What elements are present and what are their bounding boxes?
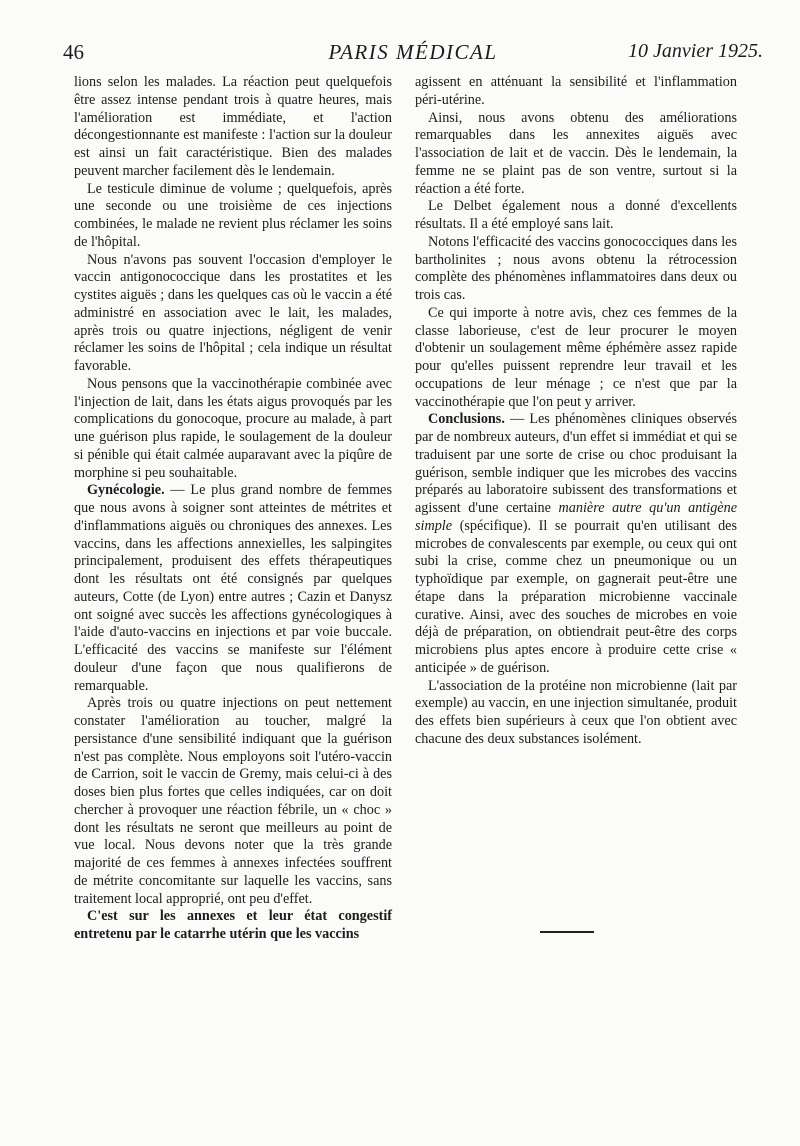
journal-title: PARIS MÉDICAL bbox=[328, 40, 498, 64]
paragraph: Ce qui importe à notre avis, chez ces femmes de la classe laborieuse, c'est de leur procurer le moyen d'obtenir un soulagement même éphémère assez rapide pour qu'elles puissent reprendre leur travail et les occupations de leur ménage ; ce n'est que par la vaccinothérapie que l'on peut y arriver. bbox=[415, 304, 737, 410]
paragraph: Nous n'avons pas souvent l'occasion d'employer le vaccin antigonococcique dans les prostatites et les cystites aiguës ; dans les quelques cas où le vaccin a été administré en association avec le lait, les malades, après trois ou quatre injections, négligent de venir réclamer les soins de l'hôpital ; cela indique un résultat favorable. bbox=[74, 251, 392, 374]
paragraph: Le Delbet également nous a donné d'excellents résultats. Il a été employé sans lait. bbox=[415, 198, 737, 232]
section-heading-conclusions: Conclusions. bbox=[428, 411, 505, 428]
paragraph-conclusions bbox=[415, 411, 737, 677]
right-column bbox=[415, 74, 737, 749]
paragraph: Le testicule diminue de volume ; quelquefois, après une seconde ou une troisième de ces injections combinées, le malade ne revient plus réclamer les soins de l'hôpital. bbox=[74, 180, 392, 250]
paragraph: L'association de la protéine non microbienne (lait par exemple) au vaccin, en une injection simultanée, produit des effets bien supérieurs à ceux que l'on obtient avec chacune des deux substances isolément. bbox=[415, 677, 737, 747]
end-rule bbox=[540, 931, 594, 933]
paragraph-text: — Le plus grand nombre de femmes que nous avons à soigner sont atteintes de métrites et d'inflammations aiguës ou chroniques des annexes. Les vaccins, dans les affections annexielles, les salpingites principalement, produisent des effets thérapeutiques dont les résultats ont été consignés par quelques auteurs, Cotte (de Lyon) entre autres ; Cazin et Danysz ont soigné avec succès les affections gynécologiques à l'aide d'auto-vaccins en injections et par voie buccale. L'efficacité des vaccins se manifeste sur l'élément douleur d'une façon que nous qualifierons de remarquable. bbox=[74, 482, 392, 694]
paragraph: Ainsi, nous avons obtenu des améliorations remarquables dans les annexites aiguës avec l'association de lait et de vaccin. Dès le lendemain, la femme ne se plaint pas de son ventre, surtout si la réaction a été forte. bbox=[415, 109, 737, 197]
issue-date: 10 Janvier 1925. bbox=[628, 40, 763, 62]
section-heading-gynecologie: Gynécologie. bbox=[87, 482, 165, 499]
paragraph: C'est sur les annexes et leur état congestif entretenu par le catarrhe utérin que les vaccins bbox=[74, 908, 392, 942]
paragraph: lions selon les malades. La réaction peut quelquefois être assez intense pendant trois à quatre heures, mais l'amélioration est immédiate, et l'action décongestionnante est manifeste : l'action sur la douleur est ainsi un fait caractéristique. Bien des malades peuvent marcher facilement dès le lendemain. bbox=[74, 74, 392, 179]
paragraph-gynecologie bbox=[74, 482, 392, 695]
paragraph: Notons l'efficacité des vaccins gonococciques dans les bartholinites ; nous avons obtenu la rétrocession complète des phénomènes inflammatoires dans deux ou trois cas. bbox=[415, 233, 737, 303]
paragraph-text: (spécifique). Il se pourrait qu'en utilisant des microbes de convalescents par exemple, ou ceux qui ont subi la crise, comme chez un pneumonique ou un typhoïdique par exemple, on gagnerait peut-être une étape dans la préparation microbienne vaccinale curative. Ainsi, avec des souches de microbes en voie déjà de préparation, on obtiendrait peut-être des corps microbiens plus aptes encore à produire cette crise « anticipée » de guérison. bbox=[415, 517, 737, 676]
paragraph: agissent en atténuant la sensibilité et l'inflammation péri-utérine. bbox=[415, 74, 737, 108]
page-header bbox=[63, 40, 763, 70]
paragraph: Nous pensons que la vaccinothérapie combinée avec l'injection de lait, dans les états aigus provoqués par les complications du gonocoque, procure au malade, à part une guérison plus rapide, le soulagement de la douleur si pénible qui était calmée auparavant avec la piqûre de morphine si peu souhaitable. bbox=[74, 375, 392, 481]
page-number: 46 bbox=[63, 40, 84, 64]
left-column bbox=[74, 74, 392, 944]
paragraph-text: — Les phénomènes cliniques observés par de nombreux auteurs, d'un effet si immédiat et qui se traduisent par une sorte de crise ou choc produisant la guérison, semble indiquer que les microbes des vaccins préparés au laboratoire subissent des transformations et agissent d'une certaine bbox=[415, 411, 737, 516]
paragraph: Après trois ou quatre injections on peut nettement constater l'amélioration au toucher, malgré la persistance d'une sensibilité indiquant que la guérison n'est pas complète. Nous employons soit l'utéro-vaccin de Carrion, soit le vaccin de Gremy, mais celui-ci à des doses bien plus fortes que celles indiquées, car on doit chercher à provoquer une réaction fébrile, un « choc » dont les résultats ne seront que meilleurs au point de vue local. Nous devons noter que la très grande majorité de ces femmes à annexes infectées souffrent de métrite concomitante sur laquelle les vaccins, sans traitement local approprié, ont peu d'effet. bbox=[74, 695, 392, 907]
italic-phrase: manière autre qu'un antigène simple bbox=[415, 500, 737, 534]
